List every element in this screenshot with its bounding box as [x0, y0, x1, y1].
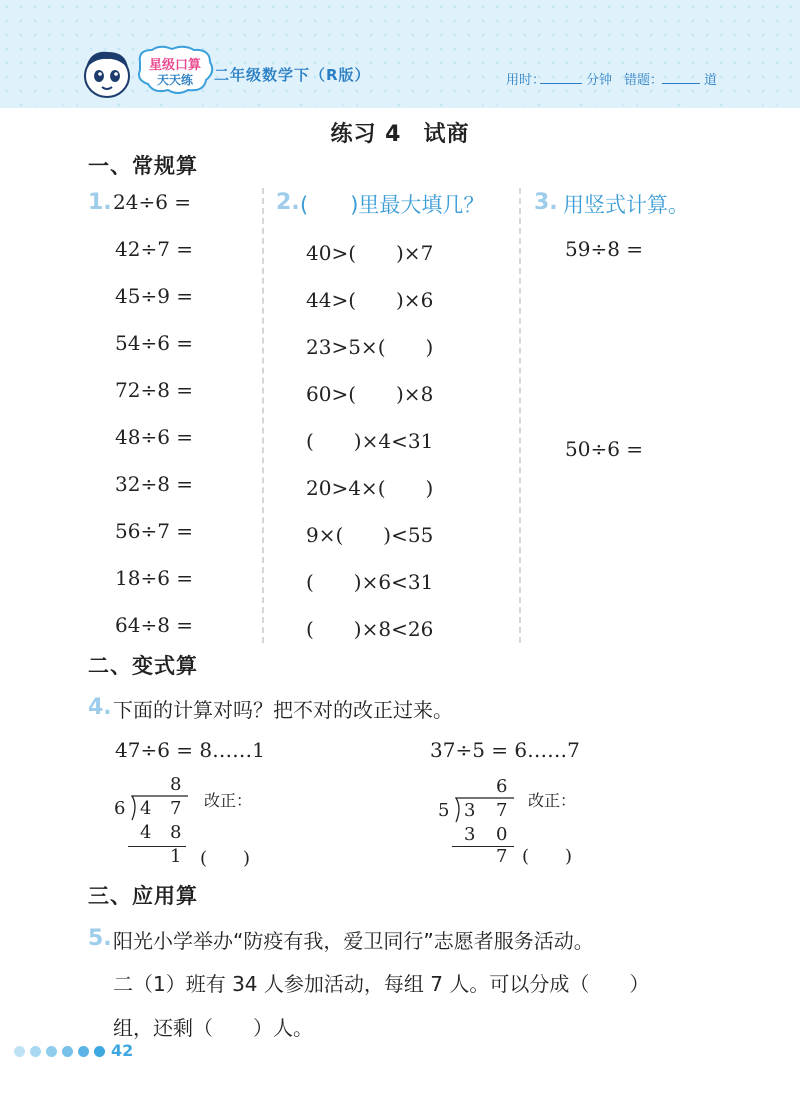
q4-left-dividend-digit2: 7 — [170, 798, 182, 819]
q4-left-long-division — [110, 772, 290, 868]
section-heading-1: 一、常规算 — [88, 154, 198, 178]
errors-blank[interactable] — [662, 69, 700, 84]
page-decor-dot — [46, 1046, 57, 1057]
q3-item-2[interactable]: 50÷6 = — [565, 437, 644, 461]
page-decor-dot — [94, 1046, 105, 1057]
q2-item-3[interactable]: 23>5×( ) — [306, 335, 434, 359]
q4-right-equation: 37÷5 = 6……7 — [430, 738, 580, 762]
q5-line-2[interactable]: 二（1）班有 34 人参加活动，每组 7 人。可以分成（ ） — [113, 972, 650, 996]
q2-item-7[interactable]: 9×( )<55 — [306, 523, 434, 547]
q1-item-7[interactable]: 32÷8 = — [115, 472, 194, 496]
lesson-topic: 试商 — [423, 122, 470, 147]
q4-left-product-digit1: 4 — [140, 822, 152, 843]
book-title: 二年级数学下（R版） — [214, 66, 371, 84]
q2-item-2[interactable]: 44>( )×6 — [306, 288, 434, 312]
q4-number: 4. — [88, 695, 112, 720]
q5-line-3[interactable]: 组，还剩（ ）人。 — [113, 1016, 313, 1040]
q1-item-5[interactable]: 72÷8 = — [115, 378, 194, 402]
series-logo-line1: 星级口算 — [148, 58, 201, 73]
q3-number: 3. — [534, 190, 558, 215]
q1-item-8[interactable]: 56÷7 = — [115, 519, 194, 543]
q1-item-4[interactable]: 54÷6 = — [115, 331, 194, 355]
q4-right-product-digit1: 3 — [464, 824, 476, 845]
page-decor-dot — [30, 1046, 41, 1057]
q2-item-4[interactable]: 60>( )×8 — [306, 382, 434, 406]
page-decor-dot — [14, 1046, 25, 1057]
series-logo-line2: 天天练 — [156, 73, 193, 87]
q2-item-8[interactable]: ( )×6<31 — [306, 570, 434, 594]
q4-right-dividend-digit2: 7 — [496, 800, 508, 821]
time-unit: 分钟 — [586, 73, 613, 88]
page-number: 42 — [111, 1041, 134, 1060]
q4-right-divisor: 5 — [438, 800, 450, 821]
q4-left-dividend-digit1: 4 — [140, 798, 152, 819]
errors-unit: 道 — [704, 73, 718, 88]
column-divider-1 — [262, 188, 264, 643]
lesson-number: 练习 4 — [330, 122, 402, 147]
section-heading-3: 三、应用算 — [88, 884, 198, 908]
q1-item-10[interactable]: 64÷8 = — [115, 613, 194, 637]
q4-left-remainder: 1 — [170, 846, 182, 867]
q3-item-1[interactable]: 59÷8 = — [565, 237, 644, 261]
q5-number: 5. — [88, 926, 112, 951]
q1-number: 1. — [88, 190, 112, 215]
q4-left-equation: 47÷6 = 8……1 — [115, 738, 265, 762]
errors-label: 错题： — [624, 73, 664, 88]
q4-left-product-digit2: 8 — [170, 822, 182, 843]
q2-instruction: ( )里最大填几？ — [300, 193, 485, 217]
page-decor-dot — [62, 1046, 73, 1057]
time-label: 用时： — [506, 73, 546, 88]
series-logo — [134, 44, 216, 96]
q3-instruction: 用竖式计算。 — [563, 193, 689, 217]
q4-left-divisor: 6 — [114, 798, 126, 819]
time-blank[interactable] — [540, 69, 582, 84]
q1-item-6[interactable]: 48÷6 = — [115, 425, 194, 449]
q4-left-correction-label: 改正： — [204, 791, 253, 810]
q4-right-long-division — [430, 776, 610, 872]
q4-right-judge-blank[interactable]: ( ) — [522, 846, 573, 867]
q1-item-3[interactable]: 45÷9 = — [115, 284, 194, 308]
q4-right-correction-label: 改正： — [528, 791, 577, 810]
q1-item-9[interactable]: 18÷6 = — [115, 566, 194, 590]
section-heading-2: 二、变式算 — [88, 654, 198, 678]
q4-left-judge-blank[interactable]: ( ) — [200, 848, 251, 869]
q4-right-remainder: 7 — [496, 846, 508, 867]
q4-right-product-digit2: 0 — [496, 824, 508, 845]
q2-number: 2. — [276, 190, 300, 215]
q1-item-2[interactable]: 42÷7 = — [115, 237, 194, 261]
lesson-title — [0, 117, 800, 148]
q2-item-6[interactable]: 20>4×( ) — [306, 476, 434, 500]
q4-instruction: 下面的计算对吗？把不对的改正过来。 — [113, 698, 453, 722]
mascot-icon — [78, 46, 136, 102]
q5-line-1: 阳光小学举办“防疫有我，爱卫同行”志愿者服务活动。 — [113, 929, 594, 953]
q2-item-9[interactable]: ( )×8<26 — [306, 617, 434, 641]
q4-left-quotient: 8 — [170, 774, 182, 795]
q1-item-1[interactable]: 24÷6 = — [113, 190, 192, 214]
page-decor-dot — [78, 1046, 89, 1057]
column-divider-2 — [519, 188, 521, 643]
q4-right-dividend-digit1: 3 — [464, 800, 476, 821]
q4-right-quotient: 6 — [496, 776, 508, 797]
q2-item-5[interactable]: ( )×4<31 — [306, 429, 434, 453]
q2-item-1[interactable]: 40>( )×7 — [306, 241, 434, 265]
